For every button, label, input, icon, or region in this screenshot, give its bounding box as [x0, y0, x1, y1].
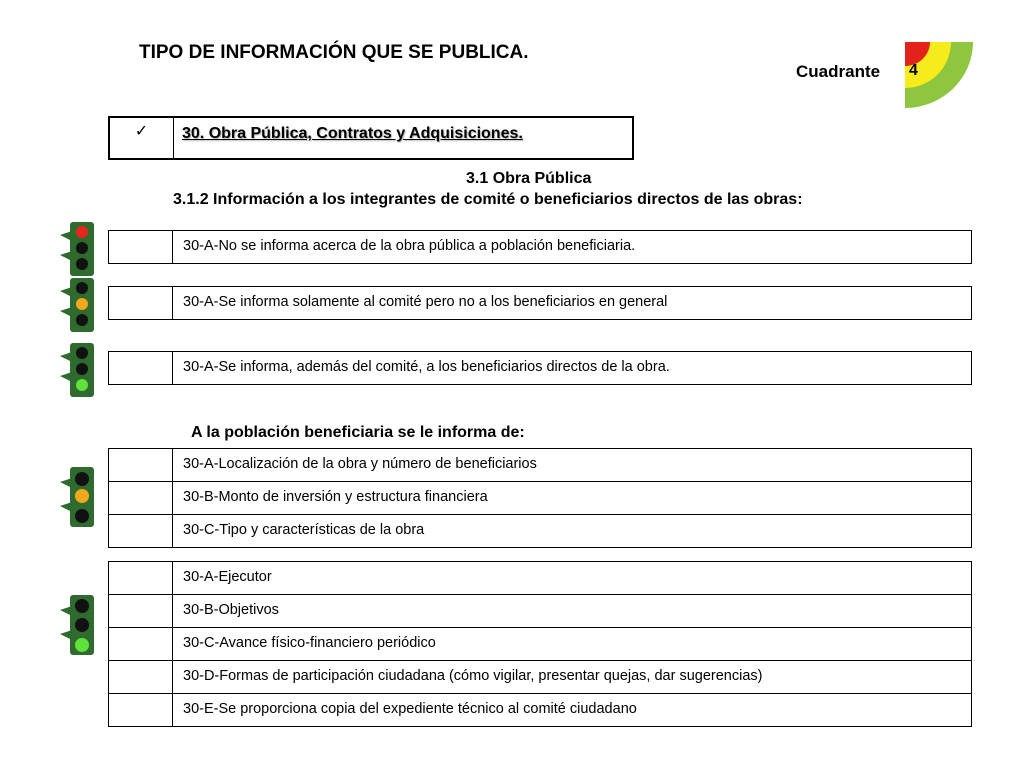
row-marker-cell	[109, 449, 173, 481]
row-text: 30-E-Se proporciona copia del expediente técnico al comité ciudadano	[183, 701, 637, 717]
row-marker-cell	[109, 287, 173, 319]
main-item-box	[108, 116, 634, 160]
row-text: 30-A-Ejecutor	[183, 569, 272, 585]
traffic-light-yellow-icon	[60, 277, 94, 333]
row-marker-cell	[109, 352, 173, 384]
section-subheading: 3.1.2 Información a los integrantes de comité o beneficiarios directos de las obras:	[173, 191, 803, 208]
row-text: 30-B-Monto de inversión y estructura financiera	[183, 489, 488, 505]
table-row	[109, 231, 971, 263]
info-table-green	[108, 561, 972, 727]
traffic-light-green-icon	[60, 342, 94, 398]
table-row	[109, 594, 971, 627]
main-item-label: 30. Obra Pública, Contratos y Adquisiciones.	[182, 125, 523, 142]
row-text: 30-A-Localización de la obra y número de beneficiarios	[183, 456, 537, 472]
table-row	[109, 449, 971, 481]
traffic-light-yellow-icon	[60, 466, 94, 528]
table-row	[109, 352, 971, 384]
row-text: 30-C-Tipo y características de la obra	[183, 522, 425, 538]
row-text: 30-A-No se informa acerca de la obra pública a población beneficiaria.	[183, 238, 636, 254]
row-marker-cell	[109, 562, 173, 594]
quadrant-indicator-icon	[905, 42, 975, 108]
row-text: 30-A-Se informa solamente al comité pero no a los beneficiarios en general	[183, 294, 668, 310]
row-text: 30-B-Objetivos	[183, 602, 279, 618]
row-marker-cell	[109, 628, 173, 660]
table-row	[109, 660, 971, 693]
page-title: TIPO DE INFORMACIÓN QUE SE PUBLICA.	[139, 42, 529, 63]
section-heading: 3.1 Obra Pública	[466, 170, 592, 187]
table-row	[109, 481, 971, 514]
info-table-yellow	[108, 448, 972, 548]
row-marker-cell	[109, 231, 173, 263]
table-row	[109, 562, 971, 594]
row-text: 30-A-Se informa, además del comité, a los beneficiarios directos de la obra.	[183, 359, 670, 375]
quadrant-number: 4	[909, 62, 918, 79]
table-row	[109, 514, 971, 547]
row-text: 30-D-Formas de participación ciudadana (cómo vigilar, presentar quejas, dar sugerencias)	[183, 668, 763, 684]
row-marker-cell	[109, 661, 173, 693]
status-table-yellow	[108, 286, 972, 320]
traffic-light-red-icon	[60, 221, 94, 277]
population-heading: A la población beneficiaria se le informa de:	[191, 424, 525, 441]
quadrant-label: Cuadrante	[796, 62, 881, 81]
traffic-light-green-icon	[60, 594, 94, 656]
row-text: 30-C-Avance físico-financiero periódico	[183, 635, 436, 651]
status-table-red	[108, 230, 972, 264]
table-row	[109, 627, 971, 660]
check-mark-icon: ✓	[110, 118, 174, 158]
row-marker-cell	[109, 482, 173, 514]
row-marker-cell	[109, 694, 173, 726]
row-marker-cell	[109, 595, 173, 627]
status-table-green	[108, 351, 972, 385]
table-row	[109, 287, 971, 319]
table-row	[109, 693, 971, 726]
row-marker-cell	[109, 515, 173, 547]
